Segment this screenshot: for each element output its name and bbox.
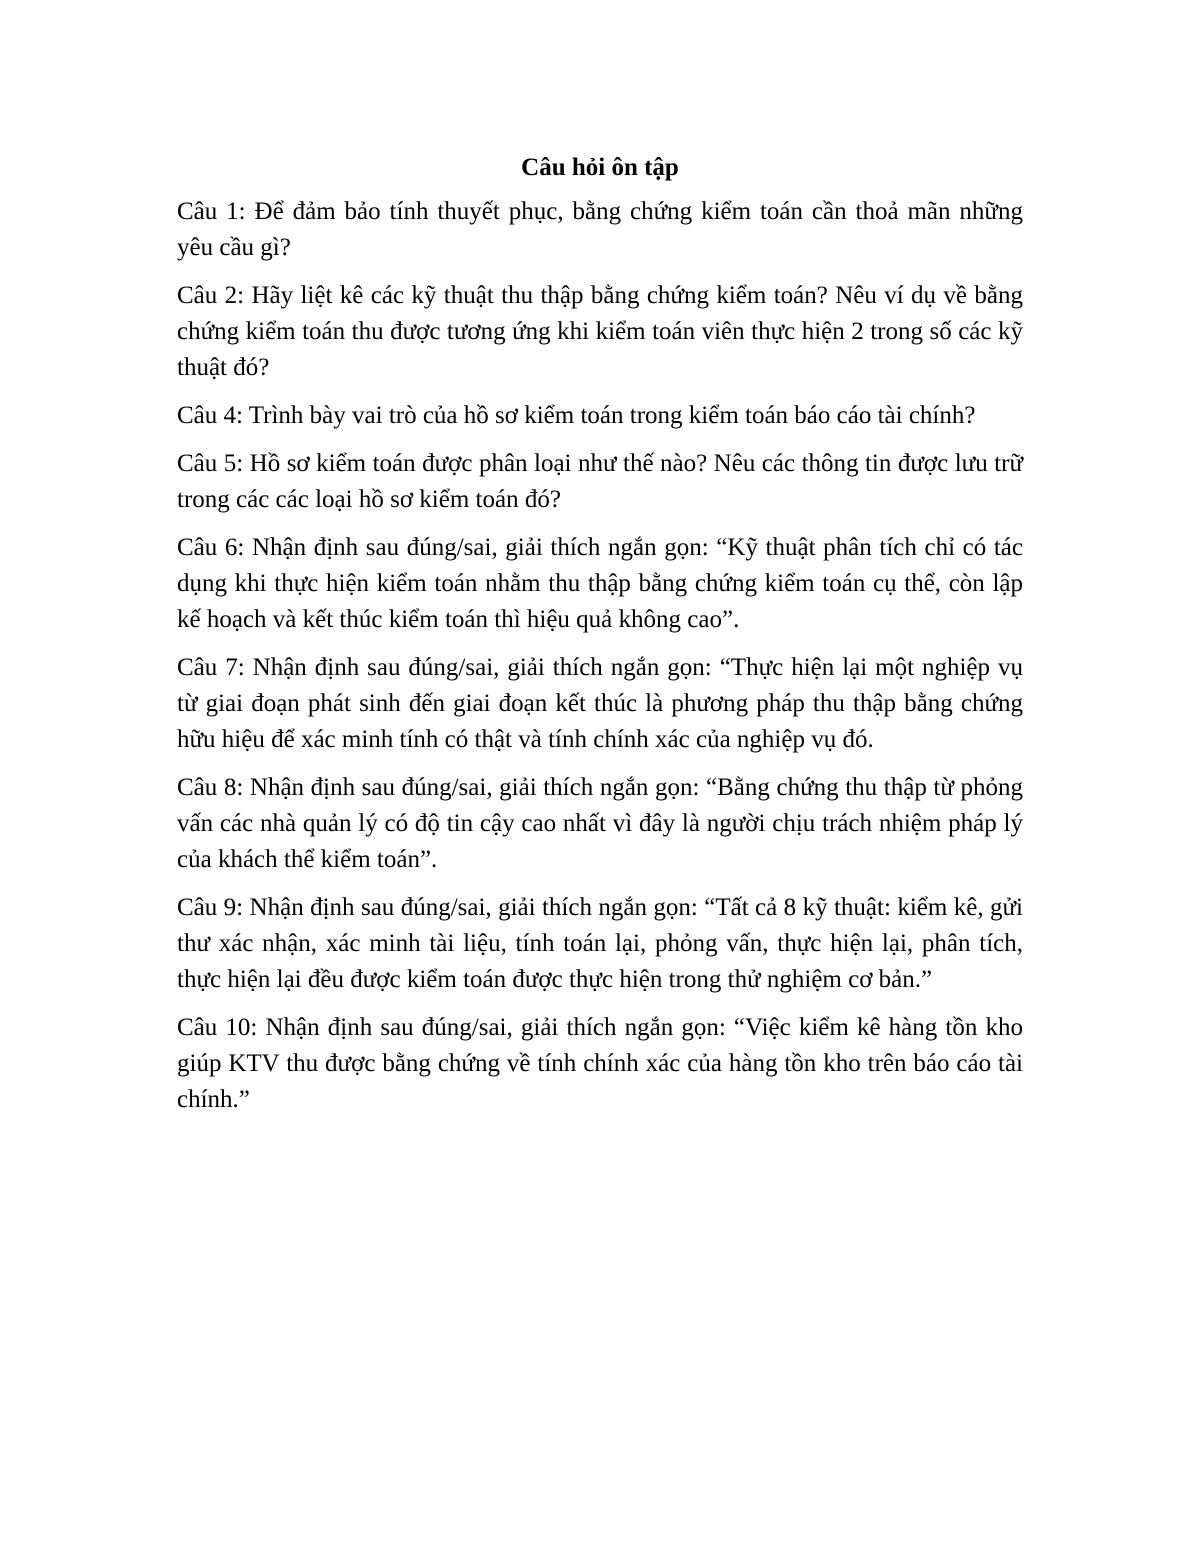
question-4: Câu 4: Trình bày vai trò của hồ sơ kiểm toán trong kiểm toán báo cáo tài chính? [177,402,976,429]
question-5: Câu 5: Hồ sơ kiểm toán được phân loại như thế nào? Nêu các thông tin được lưu trữ trong các các loại hồ sơ kiểm toán đó? [177,450,1023,513]
question-1: Câu 1: Để đảm bảo tính thuyết phục, bằng chứng kiểm toán cần thoả mãn những yêu cầu gì? [177,198,1023,261]
document-body [177,150,1023,1130]
document-title: Câu hỏi ôn tập [521,154,679,181]
question-8: Câu 8: Nhận định sau đúng/sai, giải thích ngắn gọn: “Bằng chứng thu thập từ phỏng vấn các nhà quản lý có độ tin cậy cao nhất vì đây là người chịu trách nhiệm pháp lý của khách thể kiểm toán”. [177,774,1023,873]
question-2: Câu 2: Hãy liệt kê các kỹ thuật thu thập bằng chứng kiểm toán? Nêu ví dụ về bằng chứng kiểm toán thu được tương ứng khi kiểm toán viên thực hiện 2 trong số các kỹ thuật đó? [177,282,1023,381]
question-9: Câu 9: Nhận định sau đúng/sai, giải thích ngắn gọn: “Tất cả 8 kỹ thuật: kiểm kê, gửi thư xác nhận, xác minh tài liệu, tính toán lại, phỏng vấn, thực hiện lại, phân tích, thực hiện lại đều được kiểm toán được thực hiện trong thử nghiệm cơ bản.” [177,894,1023,993]
question-7: Câu 7: Nhận định sau đúng/sai, giải thích ngắn gọn: “Thực hiện lại một nghiệp vụ từ giai đoạn phát sinh đến giai đoạn kết thúc là phương pháp thu thập bằng chứng hữu hiệu để xác minh tính có thật và tính chính xác của nghiệp vụ đó. [177,654,1023,753]
question-6: Câu 6: Nhận định sau đúng/sai, giải thích ngắn gọn: “Kỹ thuật phân tích chỉ có tác dụng khi thực hiện kiểm toán nhằm thu thập bằng chứng kiểm toán cụ thể, còn lập kế hoạch và kết thúc kiểm toán thì hiệu quả không cao”. [177,534,1023,633]
question-10: Câu 10: Nhận định sau đúng/sai, giải thích ngắn gọn: “Việc kiểm kê hàng tồn kho giúp KTV thu được bằng chứng về tính chính xác của hàng tồn kho trên báo cáo tài chính.” [177,1014,1023,1113]
